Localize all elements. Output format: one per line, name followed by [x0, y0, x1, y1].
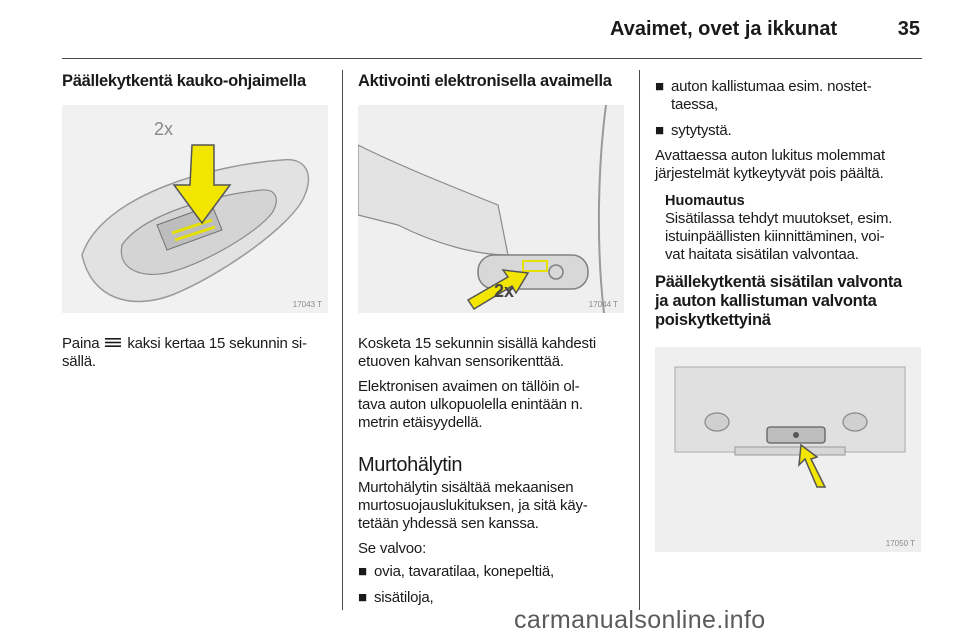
section-title: Murtohälytin [358, 454, 463, 476]
section-heading: Aktivointi elektronisella avaimella [358, 72, 612, 90]
remote-key-figure [62, 105, 328, 313]
page-number: 35 [897, 18, 920, 40]
watermark: carmanualsonline.info [514, 606, 766, 634]
list-item: ■ auton kallistumaa esim. nostet- taessa, [655, 78, 872, 113]
list-item: ■ sisätiloja, [358, 589, 434, 606]
paragraph: Kosketa 15 sekunnin sisällä kahdesti etuoven kahvan sensorikenttää. [358, 335, 596, 370]
column-3 [655, 78, 923, 552]
figure-code: 17050 T [885, 539, 915, 548]
figure-code: 17043 T [292, 300, 322, 309]
door-handle-illustration [358, 105, 624, 313]
list-item: ■ sytytystä. [655, 122, 732, 139]
section-heading: Päällekytkentä kauko-ohjaimella [62, 72, 306, 90]
header-rule [62, 58, 922, 59]
column-divider [639, 70, 640, 610]
column-1 [62, 72, 328, 371]
instruction-text: Paina kaksi kertaa 15 sekunnin si- sällä. [62, 335, 307, 370]
figure-code: 17044 T [588, 300, 618, 309]
paragraph: Murtohälytin sisältää mekaanisen murtosuojauslukituksen, ja sitä käy- tetään yhdessä sen kanssa. [358, 479, 588, 532]
column-2 [358, 72, 624, 607]
remote-key-illustration [62, 105, 328, 313]
section-heading: Päällekytkentä sisätilan valvonta ja auton kallistuman valvonta poiskytkettyinä [655, 273, 902, 329]
column-divider [342, 70, 343, 610]
interior-monitoring-figure [655, 347, 921, 552]
note-box [655, 192, 923, 264]
figure-caption: 2x [494, 281, 515, 301]
paragraph: Se valvoo: [358, 540, 427, 557]
note-body: Sisätilassa tehdyt muutokset, esim. istuinpäällisten kiinnittäminen, voi- vat haitata sisätilan valvontaa. [665, 210, 893, 263]
page-header-title: Avaimet, ovet ja ikkunat [610, 18, 838, 40]
list-item: ■ ovia, tavaratilaa, konepeltiä, [358, 563, 554, 580]
interior-button-illustration [655, 347, 921, 552]
paragraph: Avattaessa auton lukitus molemmat järjestelmät kytkeytyvät pois päältä. [655, 147, 885, 182]
door-handle-figure [358, 105, 624, 313]
lock-button-icon [105, 338, 121, 347]
figure-caption: 2x [154, 119, 174, 139]
note-heading: Huomautus [665, 193, 745, 209]
bullet-list [358, 563, 624, 607]
paragraph: Elektronisen avaimen on tällöin ol- tava auton ulkopuolella enintään n. metrin etäisyydellä. [358, 378, 583, 431]
